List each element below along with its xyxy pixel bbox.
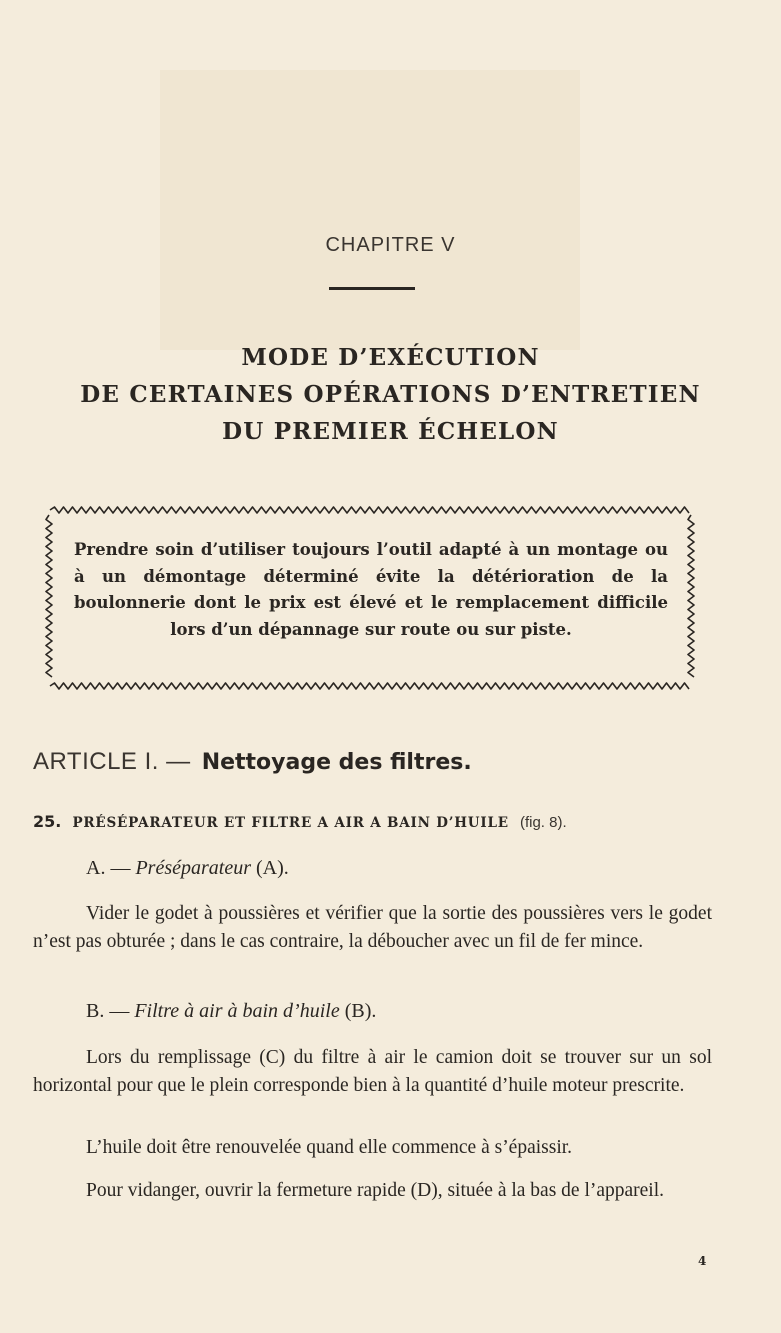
title-line-1: MODE D’EXÉCUTION <box>241 344 540 371</box>
subheading-a-suffix: (A). <box>256 857 289 879</box>
paragraph-1: Vider le godet à poussières et vérifier que la sortie des poussières vers le godet n’est pas obturée ; dans le cas contraire, la déboucher avec un fil de fer mince. <box>33 903 712 952</box>
paragraph-3: L’huile doit être renouvelée quand elle commence à s’épaissir. <box>86 1137 573 1158</box>
chapter-rule <box>329 287 415 290</box>
notice-box <box>44 505 696 691</box>
article-title: Nettoyage des filtres. <box>201 750 472 775</box>
section-number: 25. <box>33 812 62 831</box>
paragraph-4: Pour vidanger, ouvrir la fermeture rapide (D), située à la bas de l’appareil. <box>86 1180 665 1201</box>
figure-reference: (fig. 8). <box>519 814 567 831</box>
chapter-heading: CHAPITRE V <box>325 234 456 256</box>
article-heading <box>33 748 472 776</box>
title-line-3: DU PREMIER ÉCHELON <box>222 418 559 445</box>
subheading-b <box>86 1000 376 1023</box>
title-line-2: DE CERTAINES OPÉRATIONS D’ENTRETIEN <box>80 381 701 408</box>
subheading-b-suffix: (B). <box>344 1000 377 1022</box>
section-heading <box>33 812 567 831</box>
article-prefix: ARTICLE I. — <box>33 748 191 775</box>
paragraph-2: Lors du remplissage (C) du filtre à air le camion doit se trouver sur un sol horizontal pour que le plein corresponde bien à la quantité d’huile moteur prescrite. <box>33 1047 712 1096</box>
subheading-a-prefix: A. — <box>86 857 131 879</box>
page-number: 4 <box>698 1254 707 1268</box>
notice-text: Prendre soin d’utiliser toujours l’outil adapté à un montage ou à un démontage déterminé évite la détérioration de la boulonnerie dont le prix est élevé et le remplacement difficile lors d’un dépannage sur route ou sur piste. <box>74 540 668 639</box>
section-title: PRÉSÉPARATEUR ET FILTRE A AIR A BAIN D’HUILE <box>72 815 509 831</box>
show-through-shadow <box>160 70 580 350</box>
subheading-b-prefix: B. — <box>86 1000 130 1022</box>
subheading-b-title: Filtre à air à bain d’huile <box>134 1000 340 1022</box>
subheading-a-title: Préséparateur <box>135 857 251 879</box>
subheading-a <box>86 857 289 880</box>
